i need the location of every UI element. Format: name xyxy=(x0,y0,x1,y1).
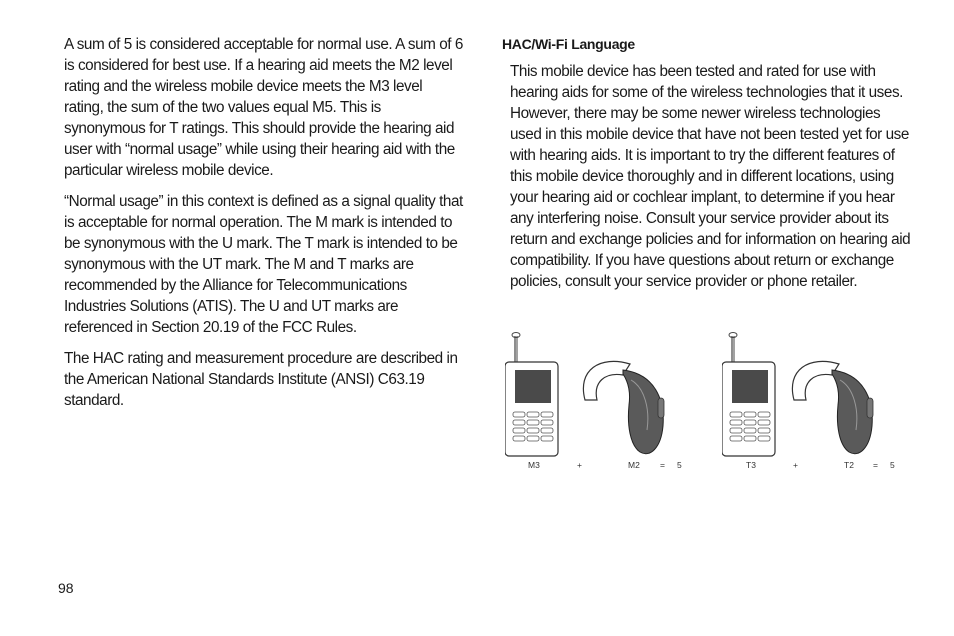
mobile-phone-icon xyxy=(722,333,775,457)
plus-sign: + xyxy=(577,460,582,470)
right-column xyxy=(502,34,912,302)
figure-t-rating xyxy=(722,330,922,478)
phone-plus-hearing-aid-illustration xyxy=(505,330,705,460)
page-number: 98 xyxy=(58,580,74,596)
hearing-aid-icon xyxy=(792,361,873,453)
hearing-aid-rating-label: M2 xyxy=(628,460,640,470)
plus-sign: + xyxy=(793,460,798,470)
mobile-phone-icon xyxy=(505,333,558,457)
hearing-aid-rating-label: T2 xyxy=(844,460,854,470)
phone-plus-hearing-aid-illustration xyxy=(722,330,922,460)
paragraph-normal-usage: “Normal usage” in this context is defined as a signal quality that is acceptable for normal operation. The M mark is intended to be synonymous with the U mark. The T mark is intended to be synonymous with the UT mark. The M and T marks are recommended by the Alliance for Telecommunications Industries Solutions (ATIS). The U and UT marks are referenced in Section 20.19 of the FCC Rules. xyxy=(64,193,463,336)
sum-label: 5 xyxy=(677,460,682,470)
section-title: HAC/Wi-Fi Language xyxy=(502,36,635,52)
paragraph-sum-rating: A sum of 5 is considered acceptable for normal use. A sum of 6 is considered for best use. If a hearing aid meets the M2 level rating and the wireless mobile device meets the M3 level rating, the sum of the two values equal M5. This is synonymous for T ratings. This should provide the hearing aid user with “normal usage” while using their hearing aid with the particular wireless mobile device. xyxy=(64,36,463,179)
left-column xyxy=(64,34,464,421)
paragraph-hac-wifi: This mobile device has been tested and rated for use with hearing aids for some of the wireless technologies that it uses. However, there may be some newer wireless technologies used in this mobile device that have not been tested yet for use with hearing aids. It is important to try the different features of this mobile device thoroughly and in different locations, using your hearing aid or cochlear implant, to determine if you hear any interfering noise. Consult your service provider about its return and exchange policies and for information on hearing aid compatibility. If you have questions about return or exchange policies, consult your service provider or phone retailer. xyxy=(510,63,911,290)
sum-label: 5 xyxy=(890,460,895,470)
phone-rating-label: T3 xyxy=(746,460,756,470)
phone-rating-label: M3 xyxy=(528,460,540,470)
figure-m-rating xyxy=(505,330,705,478)
equals-sign: = xyxy=(660,460,665,470)
equals-sign: = xyxy=(873,460,878,470)
hearing-aid-icon xyxy=(583,361,664,453)
paragraph-hac-standard: The HAC rating and measurement procedure are described in the American National Standards Institute (ANSI) C63.19 standard. xyxy=(64,350,458,409)
